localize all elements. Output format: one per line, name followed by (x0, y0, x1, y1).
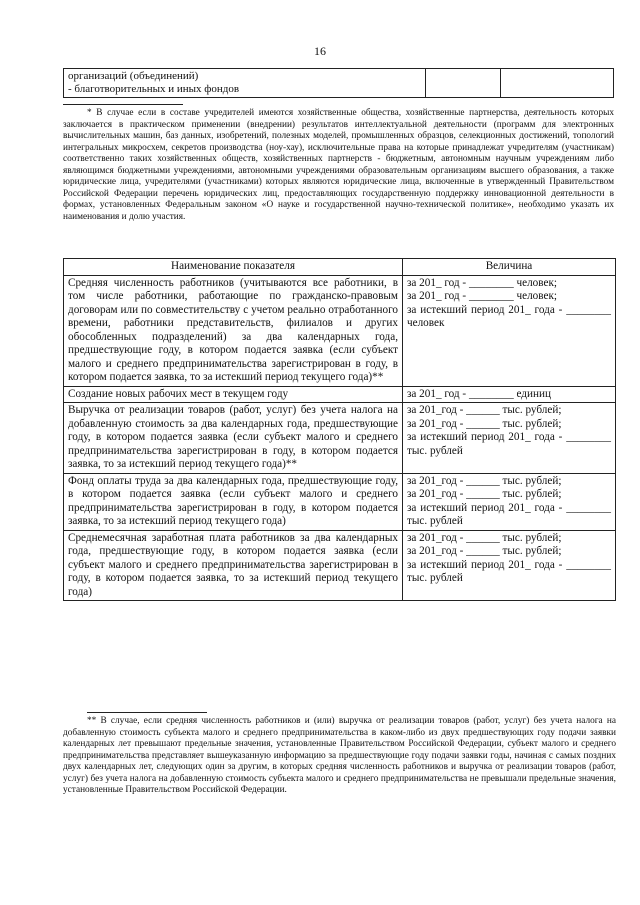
value-line: за 201_год - ______ тыс. рублей; (407, 417, 562, 430)
value-line: за 201_год - ______ тыс. рублей; (407, 545, 562, 557)
indicator-name: Средняя численность работников (учитываются все работники, в том числе работники, работающие по гражданско-правовым договорам или по совместительству с учетом реально отработанного времени, работники представительств, филиалов и других обособленных подразделений) за два календарных года, предшествующие году, в котором подается заявка (если субъект малого и среднего предпринимательства зарегистрирован в году, в котором подается заявка, то за истекший период текущего года)** (64, 275, 403, 386)
indicator-name: Среднемесячная заработная плата работников за два календарных года, предшествующие году, в котором подается заявка (если субъект малого и среднего предпринимательства зарегистрирован в году, в котором подается заявка, то за истекший период текущего года) (64, 530, 403, 601)
table-row (64, 473, 616, 530)
table-header-row (64, 259, 616, 276)
indicator-value (403, 275, 616, 386)
header-value: Величина (403, 259, 616, 276)
value-line: за 201_ год - ________ единиц (407, 387, 551, 400)
indicator-name: Выручка от реализации товаров (работ, услуг) без учета налога на добавленную стоимость за два календарных года, предшествующие году, в котором подается заявка (если субъект малого и среднего предпринимательства зарегистрирован в году, в котором подается заявка, то за истекший период текущего года)** (64, 403, 403, 474)
value-line: за истекший период 201_ года - ________ тыс. рублей (407, 501, 611, 527)
table-row (64, 386, 616, 403)
value-line: за 201_год - ______ тыс. рублей; (407, 488, 562, 500)
table-cell (426, 69, 501, 98)
header-name: Наименование показателя (64, 259, 403, 276)
footnote-2: ** В случае, если средняя численность работников и (или) выручка от реализации товаров (работ, услуг) без учета налога на добавленную стоимость субъекта малого и среднего предпринимательства в каком-либо из двух предшествующих году подачи заявки календарных лет превышают предельные значения, установленные Правительством Российской Федерации, субъект малого и среднего предпринимательства представляет вышеуказанную информацию за предшествующие году подачи заявки годы, начиная с самых поздних двух календарных лет, следующих один за другим, в которых средняя численность работников и выручка от реализации товаров (работ, услуг) без учета налога на добавленную стоимость субъекта малого и среднего предпринимательства не превышали предельные значения, установленные Правительством Российской Федерации. (63, 716, 616, 795)
value-line: за истекший период 201_ года - ________ человек (407, 303, 611, 329)
row-label: организаций (объединений) (68, 70, 199, 82)
indicators-table (63, 258, 616, 601)
value-line: за истекший период 201_ года - ________ тыс. рублей (407, 558, 611, 584)
value-line: за 201_ год - ________ человек; (407, 276, 557, 289)
footnote-rule (87, 712, 207, 713)
value-line: за 201_год - ______ тыс. рублей; (407, 474, 562, 487)
table-row (64, 275, 616, 386)
table-row (64, 69, 614, 98)
row-label: - благотворительных и иных фондов (68, 83, 240, 95)
indicator-value (403, 386, 616, 403)
value-line: за истекший период 201_ года - ________ тыс. рублей (407, 431, 611, 457)
footnote-rule (63, 104, 183, 105)
indicator-value (403, 530, 616, 601)
table-cell (64, 69, 426, 98)
indicator-name: Фонд оплаты труда за два календарных года, предшествующие году, в котором подается заявка (если субъект малого и среднего предпринимательства зарегистрирован в году, в котором подается заявка, то за истекший период текущего года) (64, 473, 403, 530)
table-row (64, 403, 616, 474)
page-number: 16 (314, 44, 326, 58)
table-cell (501, 69, 614, 98)
value-line: за 201_ год - ________ человек; (407, 290, 557, 302)
indicator-name: Создание новых рабочих мест в текущем году (64, 386, 403, 403)
indicator-value (403, 473, 616, 530)
table-row (64, 530, 616, 601)
value-line: за 201_год - ______ тыс. рублей; (407, 531, 562, 544)
footnote-1: * В случае если в составе учредителей имеются хозяйственные общества, хозяйственные партнерства, деятельность которых заключается в практическом применении (внедрении) результатов интеллектуальной деятельности (программ для электронных вычислительных машин, баз данных, изобретений, полезных моделей, промышленных образцов, селекционных достижений, топологий интегральных микросхем, секретов производства (ноу-хау), исключительные права на которые принадлежат учредителям (участникам) соответственно таких хозяйственных обществ, хозяйственных партнерств - бюджетным, автономным научным учреждениям либо являющимся бюджетными учреждениями, автономными учреждениями образовательным организациям высшего образования, а также юридические лица, учредителями (участниками) которых являются юридические лица, включенные в утвержденный Правительством Российской Федерации перечень юридических лиц, предоставляющих государственную поддержку инновационной деятельности в формах, установленных Федеральным законом «О науке и государственной научно-технической политике», необходимо указать их наименования и долю участия. (63, 108, 614, 222)
value-line: за 201_год - ______ тыс. рублей; (407, 404, 562, 416)
indicator-value (403, 403, 616, 474)
top-table-fragment (63, 68, 614, 98)
